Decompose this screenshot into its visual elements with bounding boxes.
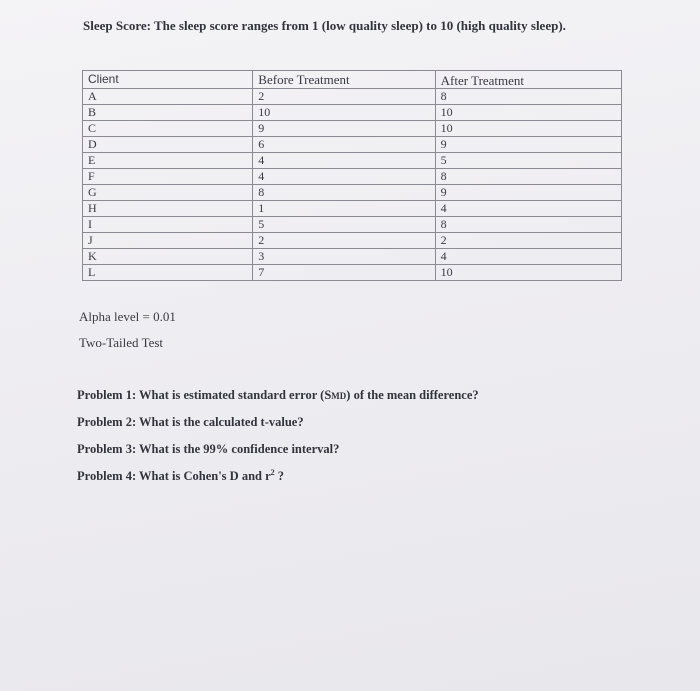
- cell-before: 4: [253, 153, 435, 169]
- cell-after: 2: [435, 233, 621, 249]
- cell-after: 4: [435, 249, 621, 265]
- problem-4-text: Problem 4: What is Cohen's D and r: [77, 469, 271, 483]
- cell-before: 5: [253, 217, 435, 233]
- header-client: Client: [83, 71, 253, 89]
- alpha-level: Alpha level = 0.01: [79, 309, 176, 324]
- table-row: [83, 185, 622, 201]
- cell-before: 9: [253, 121, 435, 137]
- cell-before: 10: [253, 105, 435, 121]
- problem-4-superscript: 2: [270, 467, 275, 477]
- cell-before: 2: [253, 233, 435, 249]
- cell-before: 3: [253, 249, 435, 265]
- problem-4: [77, 469, 284, 484]
- cell-client: E: [83, 153, 253, 169]
- cell-client: B: [83, 105, 253, 121]
- problem-3: Problem 3: What is the 99% confidence interval?: [77, 442, 340, 456]
- table-row: [83, 121, 622, 137]
- cell-client: C: [83, 121, 253, 137]
- table-row: [83, 217, 622, 233]
- cell-after: 8: [435, 217, 621, 233]
- header-after-treatment: After Treatment: [435, 71, 621, 89]
- cell-before: 2: [253, 89, 435, 105]
- cell-client: G: [83, 185, 253, 201]
- problem-4-text-end: ?: [274, 469, 285, 483]
- table-header-row: [83, 71, 622, 89]
- cell-client: I: [83, 217, 253, 233]
- cell-client: L: [83, 265, 253, 281]
- table-row: [83, 169, 622, 185]
- table-row: [83, 105, 622, 121]
- cell-client: A: [83, 89, 253, 105]
- table-row: [83, 233, 622, 249]
- table-row: [83, 249, 622, 265]
- table-body: [83, 89, 622, 281]
- table-row: [83, 137, 622, 153]
- cell-after: 8: [435, 89, 621, 105]
- problem-2: Problem 2: What is the calculated t-value?: [77, 415, 304, 429]
- cell-after: 5: [435, 153, 621, 169]
- cell-after: 9: [435, 137, 621, 153]
- cell-before: 1: [253, 201, 435, 217]
- cell-client: J: [83, 233, 253, 249]
- cell-before: 4: [253, 169, 435, 185]
- table-row: [83, 265, 622, 281]
- table-row: [83, 201, 622, 217]
- test-type: Two-Tailed Test: [79, 335, 164, 350]
- problem-1-subscript: MD: [331, 391, 347, 401]
- cell-after: 4: [435, 201, 621, 217]
- cell-client: D: [83, 137, 253, 153]
- cell-client: H: [83, 201, 253, 217]
- problem-1-text: Problem 1: What is estimated standard error (S: [77, 388, 332, 402]
- cell-after: 8: [435, 169, 621, 185]
- table-row: [83, 89, 622, 105]
- cell-before: 6: [253, 137, 435, 153]
- page-title: Sleep Score: The sleep score ranges from 1 (low quality sleep) to 10 (high quality sleep).: [83, 18, 566, 33]
- sleep-score-table: [82, 70, 622, 281]
- problem-1-text-end: ) of the mean difference?: [346, 388, 479, 402]
- header-before-treatment: Before Treatment: [253, 71, 435, 89]
- problem-1: [77, 388, 479, 403]
- cell-after: 10: [435, 105, 621, 121]
- cell-client: F: [83, 169, 253, 185]
- cell-after: 10: [435, 265, 621, 281]
- cell-before: 7: [253, 265, 435, 281]
- cell-after: 9: [435, 185, 621, 201]
- cell-client: K: [83, 249, 253, 265]
- cell-before: 8: [253, 185, 435, 201]
- table-row: [83, 153, 622, 169]
- cell-after: 10: [435, 121, 621, 137]
